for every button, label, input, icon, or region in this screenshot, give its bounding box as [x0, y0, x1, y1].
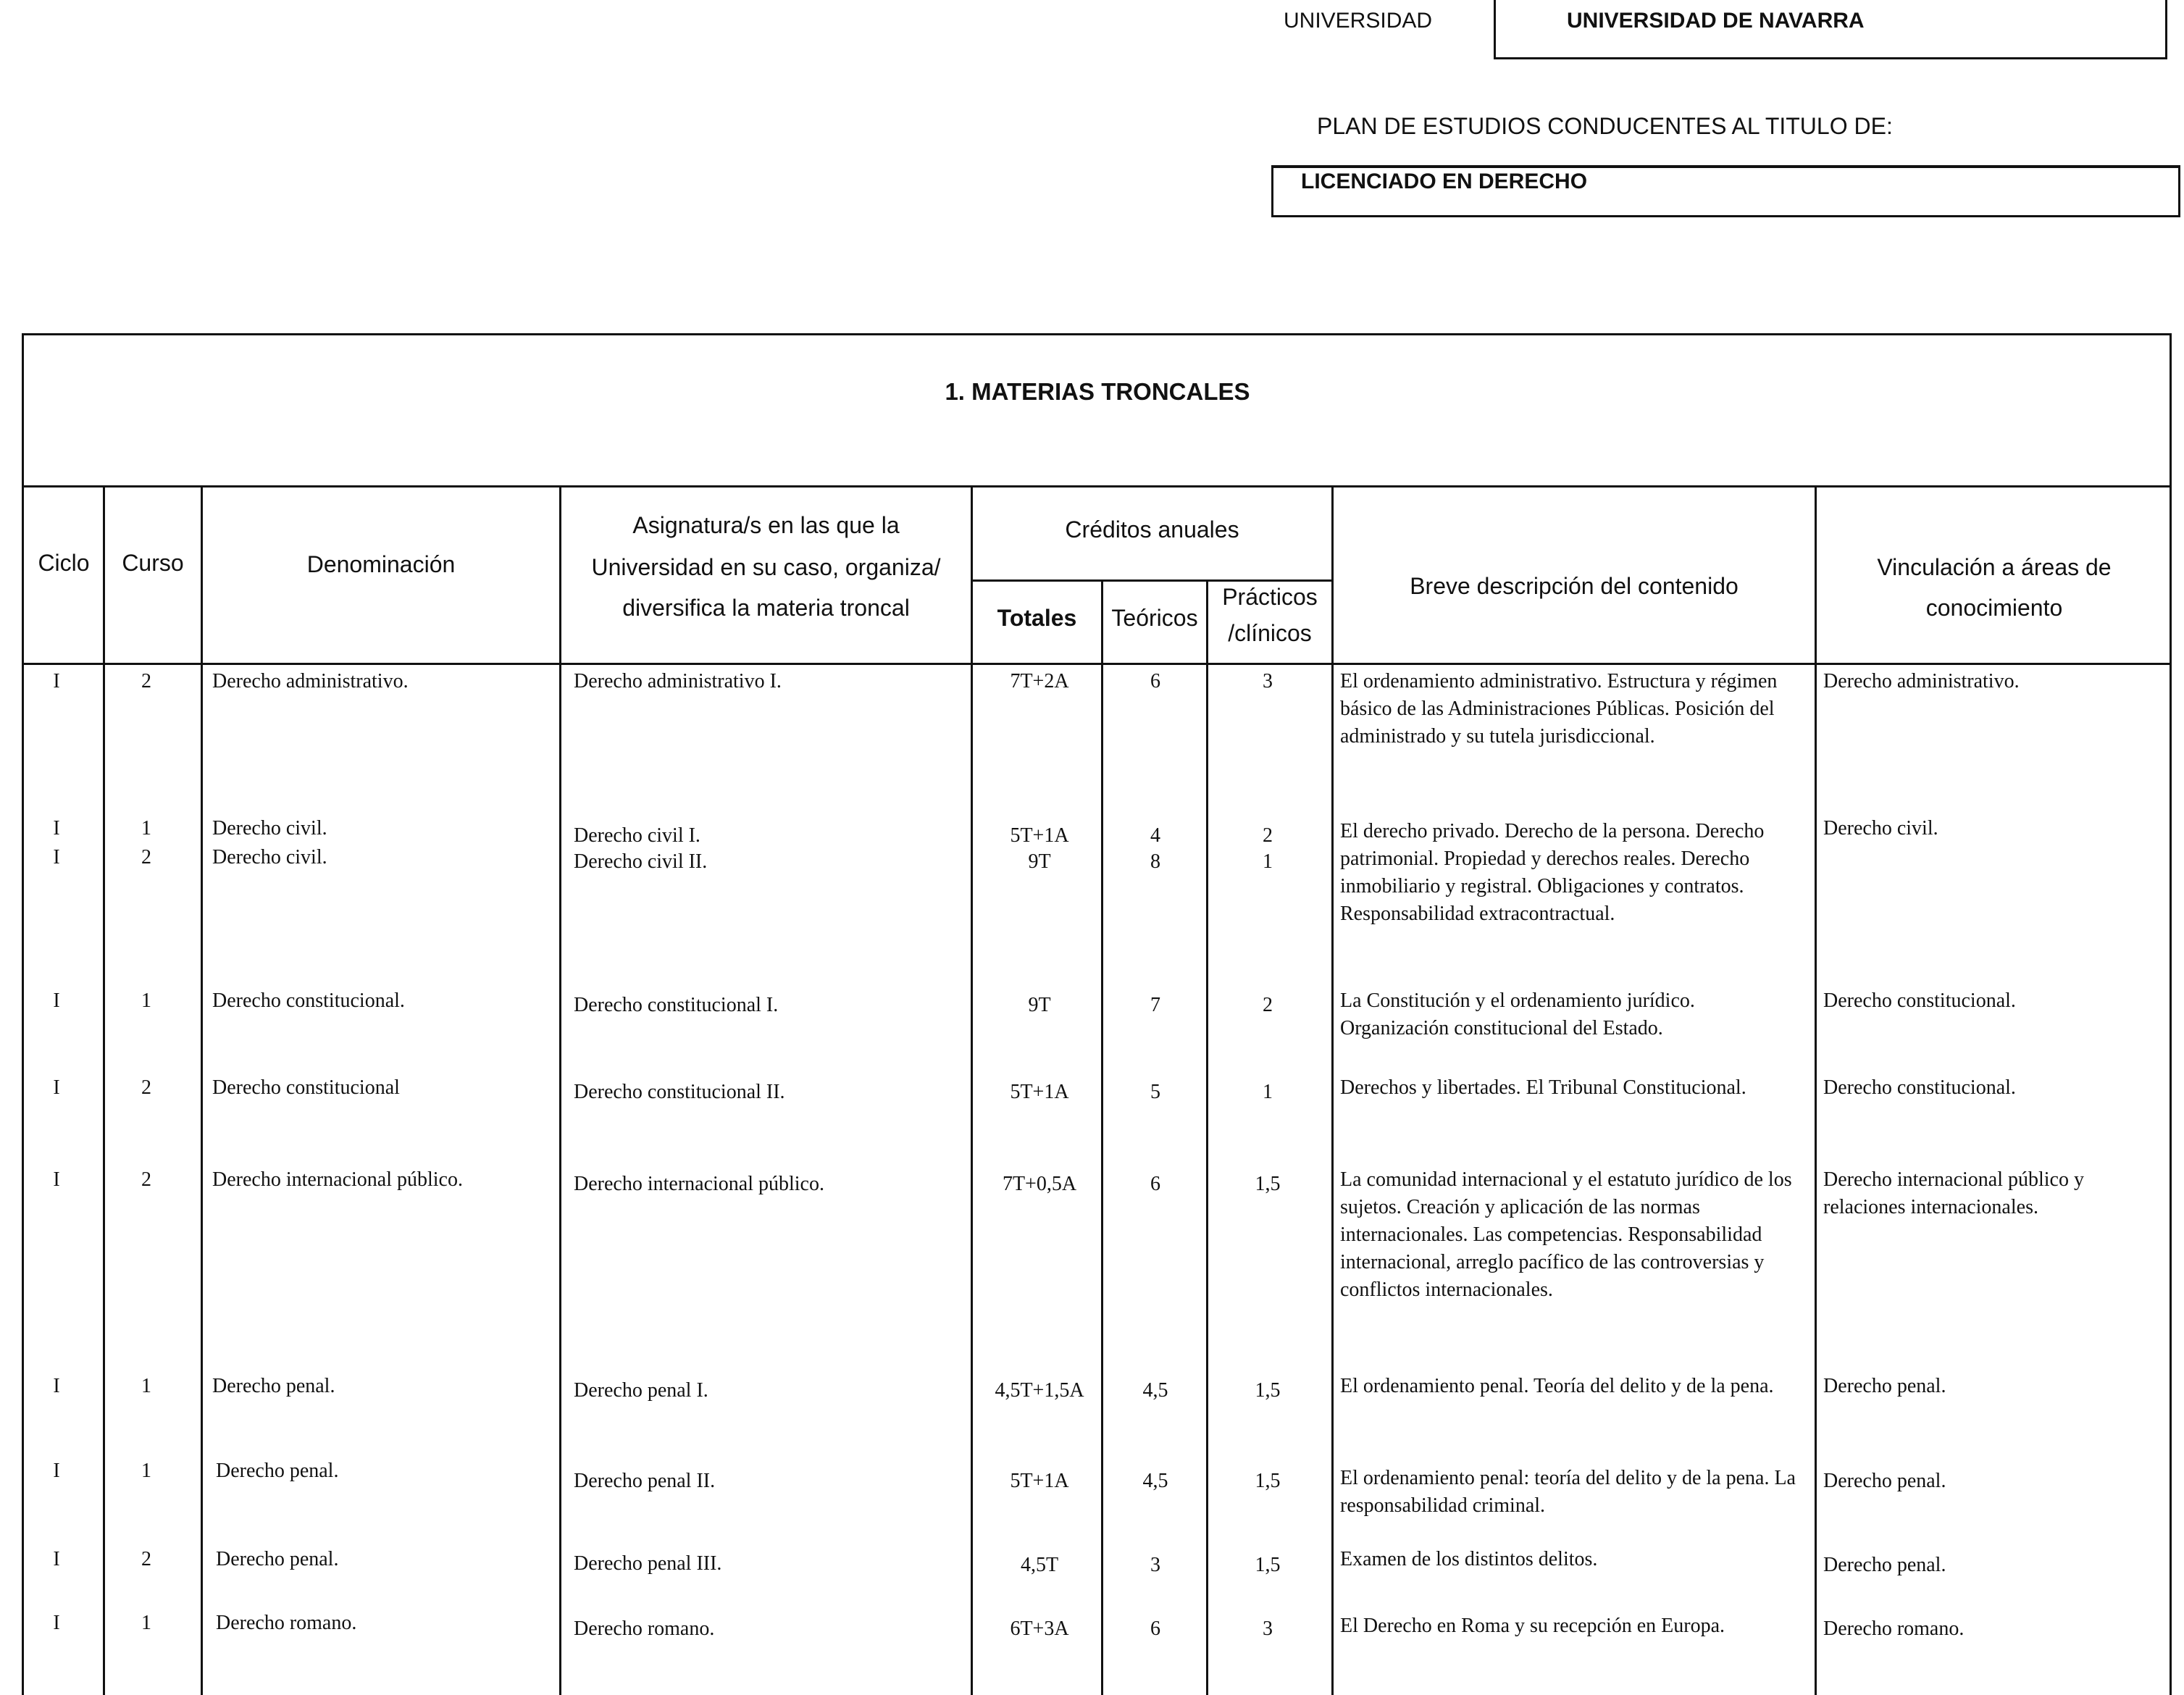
col-header-teoricos: Teóricos: [1111, 605, 1198, 631]
cell-practicos: 1,5: [1255, 1379, 1281, 1402]
cell-descripcion: La comunidad internacional y el estatuto jurídico de los sujetos. Creación y aplicación de las normas internacionales. Las competencias. Responsabilidad internacional, arreglo pacífico de las controversias y conflictos internacionales.: [1340, 1168, 1792, 1301]
cell-descripcion: El ordenamiento administrativo. Estructura y régimen básico de las Administraciones Públicas. Posición del administrado y su tutela jurisdiccional.: [1340, 670, 1778, 748]
cell-denominacion: Derecho penal.: [216, 1460, 339, 1482]
cell-curso: 2: [141, 1076, 151, 1099]
cell-denominacion: Derecho internacional público.: [212, 1168, 463, 1191]
cell-totales: 5T+1A: [1010, 1081, 1069, 1103]
col-header-denominacion: Denominación: [306, 551, 456, 577]
cell-teoricos: 5: [1150, 1081, 1160, 1103]
cell-practicos: 3: [1263, 1617, 1273, 1640]
cell-vinculacion: Derecho romano.: [1823, 1617, 1965, 1640]
col-header-asignaturas-2: Universidad en su caso, organiza/: [591, 554, 941, 580]
cell-denominacion: Derecho constitucional: [212, 1076, 400, 1099]
cell-totales: 5T+1A: [1010, 1470, 1069, 1492]
cell-ciclo: I: [53, 846, 60, 869]
cell-practicos: 1,5: [1255, 1173, 1281, 1195]
cell-asignatura: Derecho constitucional I.: [574, 994, 779, 1016]
col-header-curso: Curso: [122, 550, 184, 576]
cell-asignatura: Derecho civil II.: [574, 850, 708, 873]
cell-curso: 1: [141, 1612, 151, 1634]
cell-curso: 1: [141, 1460, 151, 1482]
cell-vinculacion: Derecho constitucional.: [1823, 989, 2016, 1012]
cell-denominacion: Derecho civil.: [212, 846, 327, 869]
col-rule-curso: [201, 485, 203, 1695]
col-header-descripcion: Breve descripción del contenido: [1410, 573, 1739, 599]
cell-curso: 2: [141, 846, 151, 869]
header-bottom-rule: [22, 663, 2172, 665]
cell-teoricos: 3: [1150, 1554, 1160, 1576]
cell-curso: 2: [141, 1548, 151, 1570]
cell-descripcion: El ordenamiento penal. Teoría del delito y de la pena.: [1340, 1375, 1774, 1397]
university-value: UNIVERSIDAD DE NAVARRA: [1567, 9, 1865, 33]
cell-practicos: 2: [1263, 824, 1273, 847]
cell-descripcion: La Constitución y el ordenamiento jurídico. Organización constitucional del Estado.: [1340, 989, 1695, 1039]
col-rule-ciclo: [103, 485, 105, 1695]
cell-totales: 9T: [1028, 994, 1051, 1016]
header-top-rule: [22, 485, 2172, 487]
cell-teoricos: 4,5: [1142, 1379, 1168, 1402]
col-header-asignaturas-1: Asignatura/s en las que la: [632, 512, 900, 538]
university-box: [1494, 0, 2167, 59]
col-rule-denom: [559, 485, 561, 1695]
col-rule-practicos: [1331, 485, 1334, 1695]
col-header-ciclo: Ciclo: [38, 550, 90, 576]
cell-curso: 2: [141, 670, 151, 692]
cell-asignatura: Derecho internacional público.: [574, 1173, 824, 1195]
cell-vinculacion: Derecho internacional público y relaciones internacionales.: [1823, 1168, 2084, 1218]
cell-ciclo: I: [53, 1168, 60, 1191]
cell-descripcion: El Derecho en Roma y su recepción en Europa.: [1340, 1615, 1725, 1637]
cell-curso: 1: [141, 1375, 151, 1397]
cell-practicos: 2: [1263, 994, 1273, 1016]
cell-teoricos: 4: [1150, 824, 1160, 847]
col-rule-teoricos: [1206, 579, 1208, 1695]
cell-ciclo: I: [53, 1375, 60, 1397]
cell-teoricos: 6: [1150, 1173, 1160, 1195]
cell-asignatura: Derecho constitucional II.: [574, 1081, 785, 1103]
cell-denominacion: Derecho civil.: [212, 817, 327, 840]
cell-practicos: 1,5: [1255, 1470, 1281, 1492]
col-rule-asig: [971, 485, 973, 1695]
cell-teoricos: 6: [1150, 670, 1160, 692]
cell-totales: 7T+2A: [1010, 670, 1069, 692]
cell-practicos: 1,5: [1255, 1554, 1281, 1576]
cell-curso: 1: [141, 817, 151, 840]
col-rule-totales: [1101, 579, 1103, 1695]
cell-vinculacion: Derecho penal.: [1823, 1470, 1946, 1492]
cell-practicos: 1: [1263, 850, 1273, 873]
cell-totales: 9T: [1028, 850, 1051, 873]
cell-totales: 5T+1A: [1010, 824, 1069, 847]
col-header-vinculacion-1: Vinculación a áreas de: [1877, 554, 2112, 580]
cell-curso: 1: [141, 989, 151, 1012]
university-label: UNIVERSIDAD: [1284, 9, 1433, 33]
cell-asignatura: Derecho penal III.: [574, 1552, 722, 1575]
cell-vinculacion: Derecho penal.: [1823, 1554, 1946, 1576]
cell-totales: 7T+0,5A: [1002, 1173, 1077, 1195]
section-title: 1. MATERIAS TRONCALES: [945, 378, 1250, 405]
cell-totales: 4,5T+1,5A: [995, 1379, 1084, 1402]
col-header-creditos: Créditos anuales: [1065, 516, 1239, 543]
cell-ciclo: I: [53, 989, 60, 1012]
cell-descripcion: Examen de los distintos delitos.: [1340, 1548, 1598, 1570]
cell-curso: 2: [141, 1168, 151, 1191]
col-header-vinculacion-2: conocimiento: [1925, 595, 2063, 621]
cell-practicos: 1: [1263, 1081, 1273, 1103]
col-rule-desc: [1815, 485, 1817, 1695]
cell-ciclo: I: [53, 817, 60, 840]
cell-vinculacion: Derecho penal.: [1823, 1375, 1946, 1397]
cell-asignatura: Derecho civil I.: [574, 824, 700, 847]
cell-denominacion: Derecho penal.: [212, 1375, 335, 1397]
col-header-totales: Totales: [997, 605, 1077, 631]
cell-asignatura: Derecho administrativo I.: [574, 670, 782, 692]
cell-ciclo: I: [53, 1460, 60, 1482]
cell-teoricos: 4,5: [1142, 1470, 1168, 1492]
cell-asignatura: Derecho romano.: [574, 1617, 715, 1640]
degree-value: LICENCIADO EN DERECHO: [1301, 170, 1588, 193]
col-header-practicos-2: /clínicos: [1228, 620, 1312, 646]
cell-ciclo: I: [53, 1076, 60, 1099]
cell-denominacion: Derecho romano.: [216, 1612, 357, 1634]
cell-descripcion: Derechos y libertades. El Tribunal Constitucional.: [1340, 1076, 1746, 1099]
cell-teoricos: 8: [1150, 850, 1160, 873]
cell-denominacion: Derecho administrativo.: [212, 670, 409, 692]
cell-vinculacion: Derecho constitucional.: [1823, 1076, 2016, 1099]
cell-descripcion: El derecho privado. Derecho de la persona. Derecho patrimonial. Propiedad y derechos reales. Derecho inmobiliario y registral. Obligaciones y contratos. Responsabilidad extracontractual.: [1340, 820, 1765, 925]
col-header-asignaturas-3: diversifica la materia troncal: [622, 595, 910, 621]
plan-title: PLAN DE ESTUDIOS CONDUCENTES AL TITULO DE:: [1317, 113, 1893, 139]
cell-vinculacion: Derecho civil.: [1823, 817, 1938, 840]
cell-asignatura: Derecho penal II.: [574, 1470, 716, 1492]
cell-totales: 4,5T: [1020, 1554, 1059, 1576]
degree-box: [1271, 165, 2180, 217]
cell-totales: 6T+3A: [1010, 1617, 1069, 1640]
cell-practicos: 3: [1263, 670, 1273, 692]
cell-teoricos: 6: [1150, 1617, 1160, 1640]
cell-asignatura: Derecho penal I.: [574, 1379, 708, 1402]
cell-ciclo: I: [53, 1612, 60, 1634]
cell-vinculacion: Derecho administrativo.: [1823, 670, 2020, 692]
cell-denominacion: Derecho penal.: [216, 1548, 339, 1570]
col-header-practicos-1: Prácticos: [1222, 584, 1318, 610]
cell-denominacion: Derecho constitucional.: [212, 989, 405, 1012]
cell-ciclo: I: [53, 1548, 60, 1570]
cell-ciclo: I: [53, 670, 60, 692]
cell-descripcion: El ordenamiento penal: teoría del delito y de la pena. La responsabilidad criminal.: [1340, 1467, 1796, 1517]
cell-teoricos: 7: [1150, 994, 1160, 1016]
